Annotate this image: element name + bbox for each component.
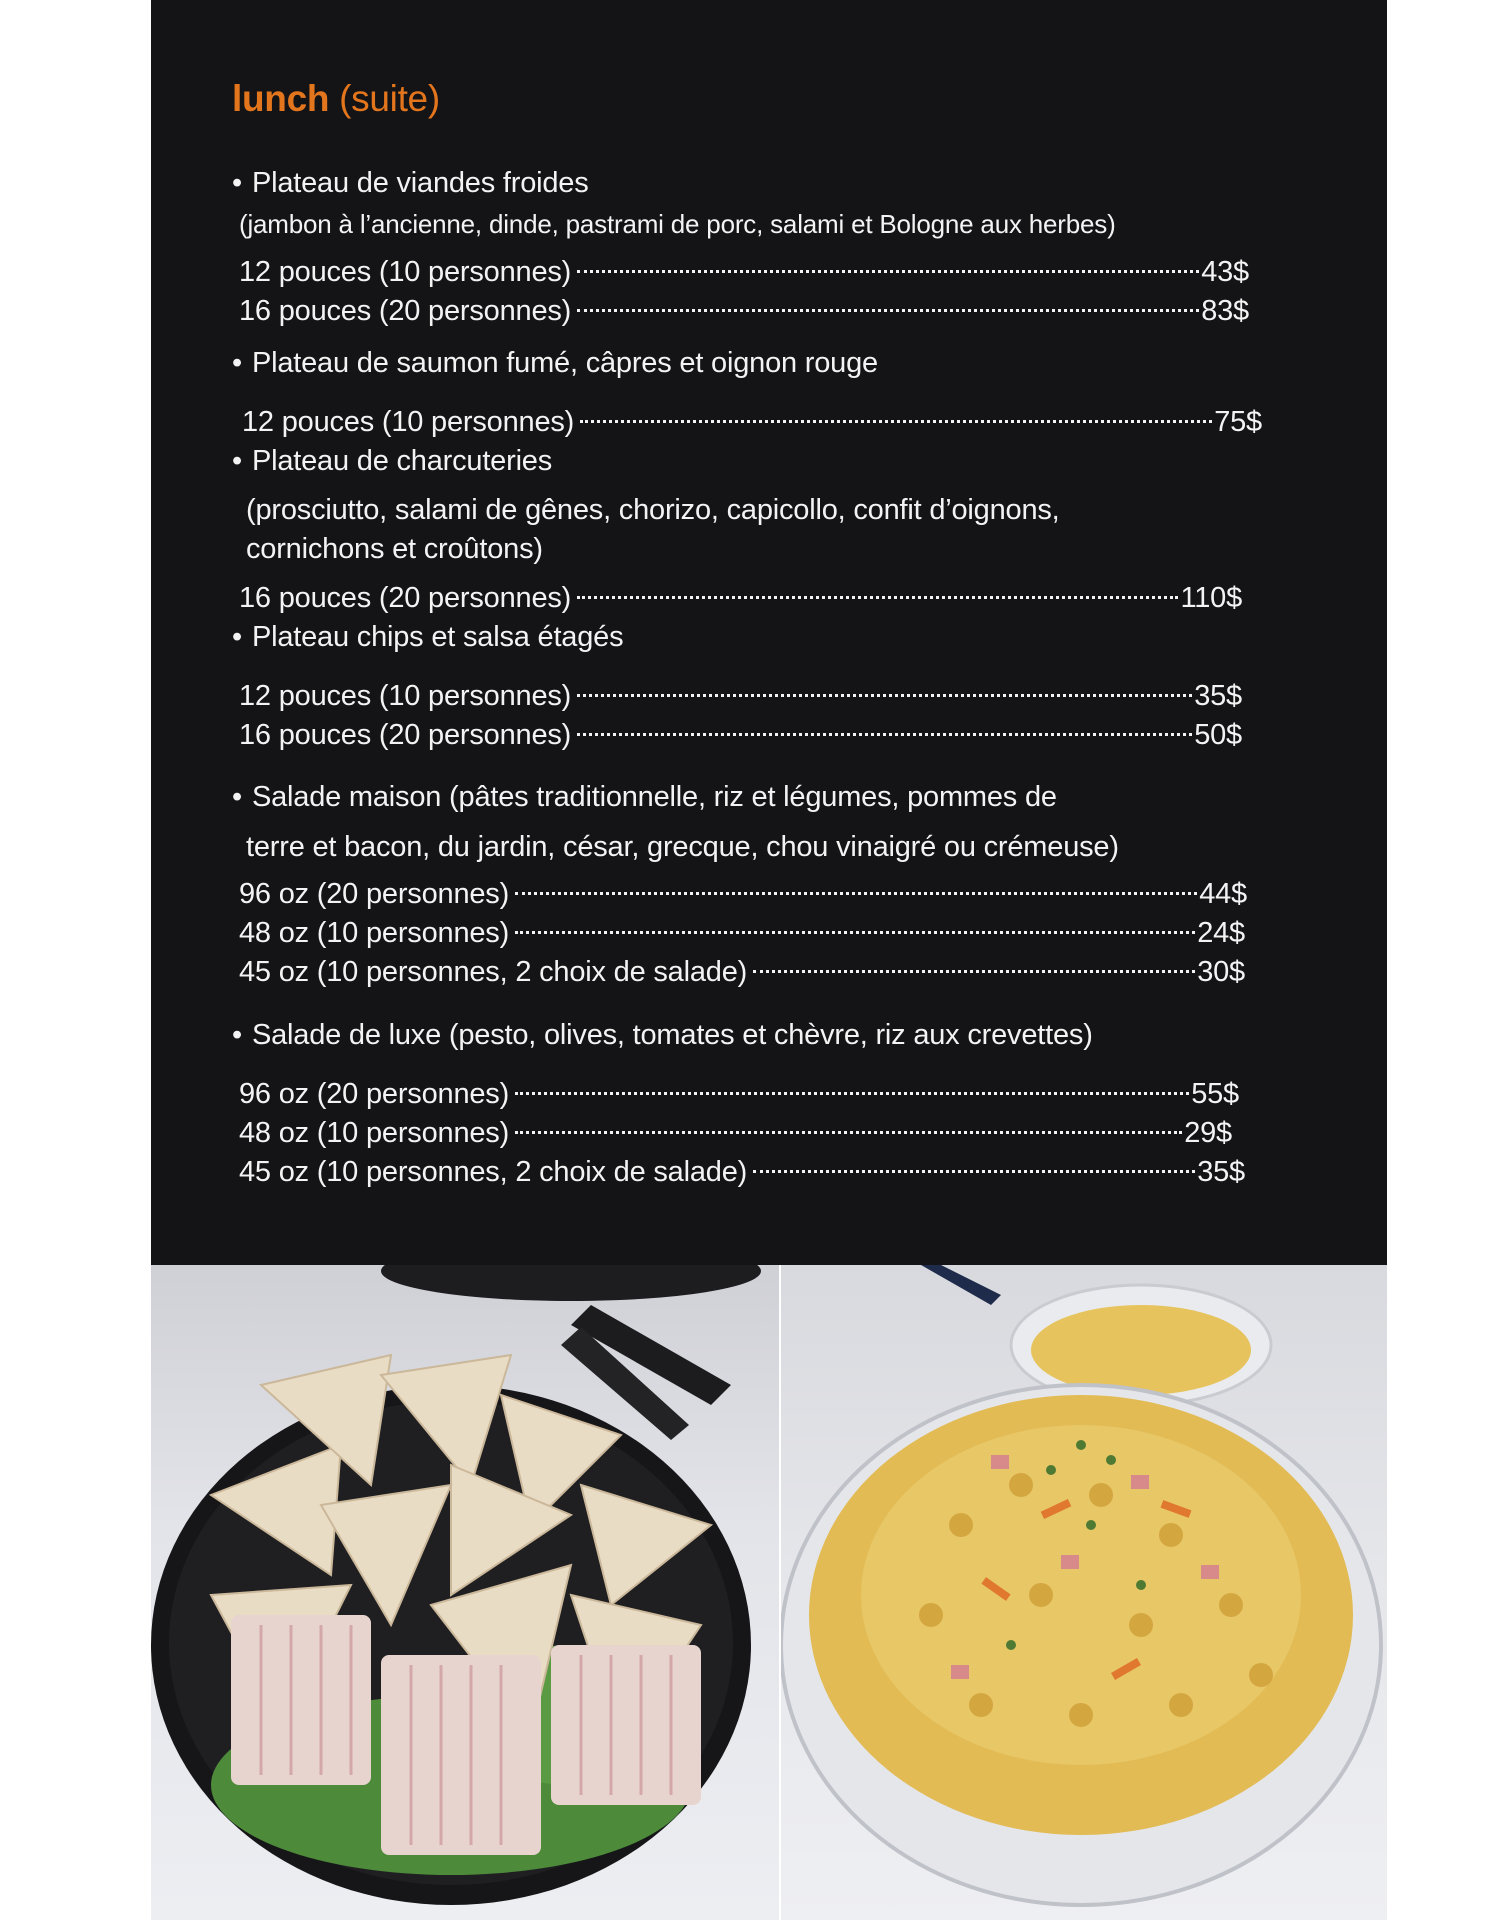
price-row (239, 1145, 1245, 1190)
item-label: 96 oz (20 personnes) (239, 878, 510, 910)
bullet-icon: • (232, 781, 242, 813)
page-title (232, 78, 440, 120)
dot-leader (753, 945, 1195, 981)
section-heading: • Salade maison (pâtes traditionnelle, riz et légumes, pommes de (232, 781, 1057, 813)
dot-leader (577, 571, 1178, 607)
bullet-icon: • (232, 347, 242, 379)
item-label: 48 oz (10 personnes) (239, 917, 510, 949)
dot-leader (515, 1106, 1182, 1142)
dot-leader (577, 284, 1199, 320)
bullet-icon: • (232, 167, 242, 199)
price-row (239, 708, 1242, 753)
item-label: 16 pouces (20 personnes) (239, 582, 572, 614)
item-label: 12 pouces (10 personnes) (239, 680, 572, 712)
bullet-icon: • (232, 621, 242, 653)
item-price: 35$ (1194, 680, 1242, 712)
item-price: 83$ (1201, 295, 1249, 327)
section-detail: terre et bacon, du jardin, césar, grecque, chou vinaigré ou crémeuse) (246, 831, 1119, 863)
item-price: 110$ (1180, 582, 1242, 614)
menu-panel (151, 0, 1387, 1265)
dot-leader (577, 245, 1199, 281)
section-detail: (prosciutto, salami de gênes, chorizo, capicollo, confit d’oignons, (246, 494, 1060, 526)
item-price: 55$ (1191, 1078, 1239, 1110)
dot-leader (515, 906, 1195, 942)
dot-leader (577, 708, 1192, 744)
bullet-icon: • (232, 445, 242, 477)
item-label: 16 pouces (20 personnes) (239, 719, 572, 751)
section-heading: • Plateau chips et salsa étagés (232, 621, 624, 653)
item-label: 12 pouces (10 personnes) (239, 256, 572, 288)
dot-leader (515, 1067, 1189, 1103)
item-price: 30$ (1197, 956, 1245, 988)
section-heading: • Plateau de saumon fumé, câpres et oignon rouge (232, 347, 878, 379)
price-row (242, 395, 1262, 440)
item-price: 44$ (1199, 878, 1247, 910)
price-row (239, 571, 1242, 616)
macaroni-salad-photo (781, 1265, 1387, 1920)
item-label: 12 pouces (10 personnes) (242, 406, 575, 438)
dot-leader (515, 867, 1197, 903)
section-detail: (jambon à l’ancienne, dinde, pastrami de porc, salami et Bologne aux herbes) (239, 209, 1116, 239)
item-price: 50$ (1194, 719, 1242, 751)
item-label: 45 oz (10 personnes, 2 choix de salade) (239, 1156, 748, 1188)
price-row (239, 945, 1245, 990)
item-label: 96 oz (20 personnes) (239, 1078, 510, 1110)
dot-leader (753, 1145, 1195, 1181)
item-price: 24$ (1197, 917, 1245, 949)
section-detail: cornichons et croûtons) (246, 533, 543, 565)
dot-leader (580, 395, 1212, 431)
item-price: 29$ (1184, 1117, 1232, 1149)
section-heading: • Salade de luxe (pesto, olives, tomates et chèvre, riz aux crevettes) (232, 1019, 1093, 1051)
price-row (239, 284, 1249, 329)
section-heading: • Plateau de viandes froides (232, 167, 589, 199)
dot-leader (577, 669, 1192, 705)
title-light: (suite) (339, 78, 440, 119)
title-bold: lunch (232, 78, 330, 119)
item-price: 75$ (1214, 406, 1262, 438)
sandwich-platter-photo (151, 1265, 779, 1920)
section-heading: • Plateau de charcuteries (232, 445, 553, 477)
item-label: 45 oz (10 personnes, 2 choix de salade) (239, 956, 748, 988)
item-label: 48 oz (10 personnes) (239, 1117, 510, 1149)
item-price: 35$ (1197, 1156, 1245, 1188)
bullet-icon: • (232, 1019, 242, 1051)
item-label: 16 pouces (20 personnes) (239, 295, 572, 327)
menu-page (151, 0, 1387, 1920)
item-price: 43$ (1201, 256, 1249, 288)
